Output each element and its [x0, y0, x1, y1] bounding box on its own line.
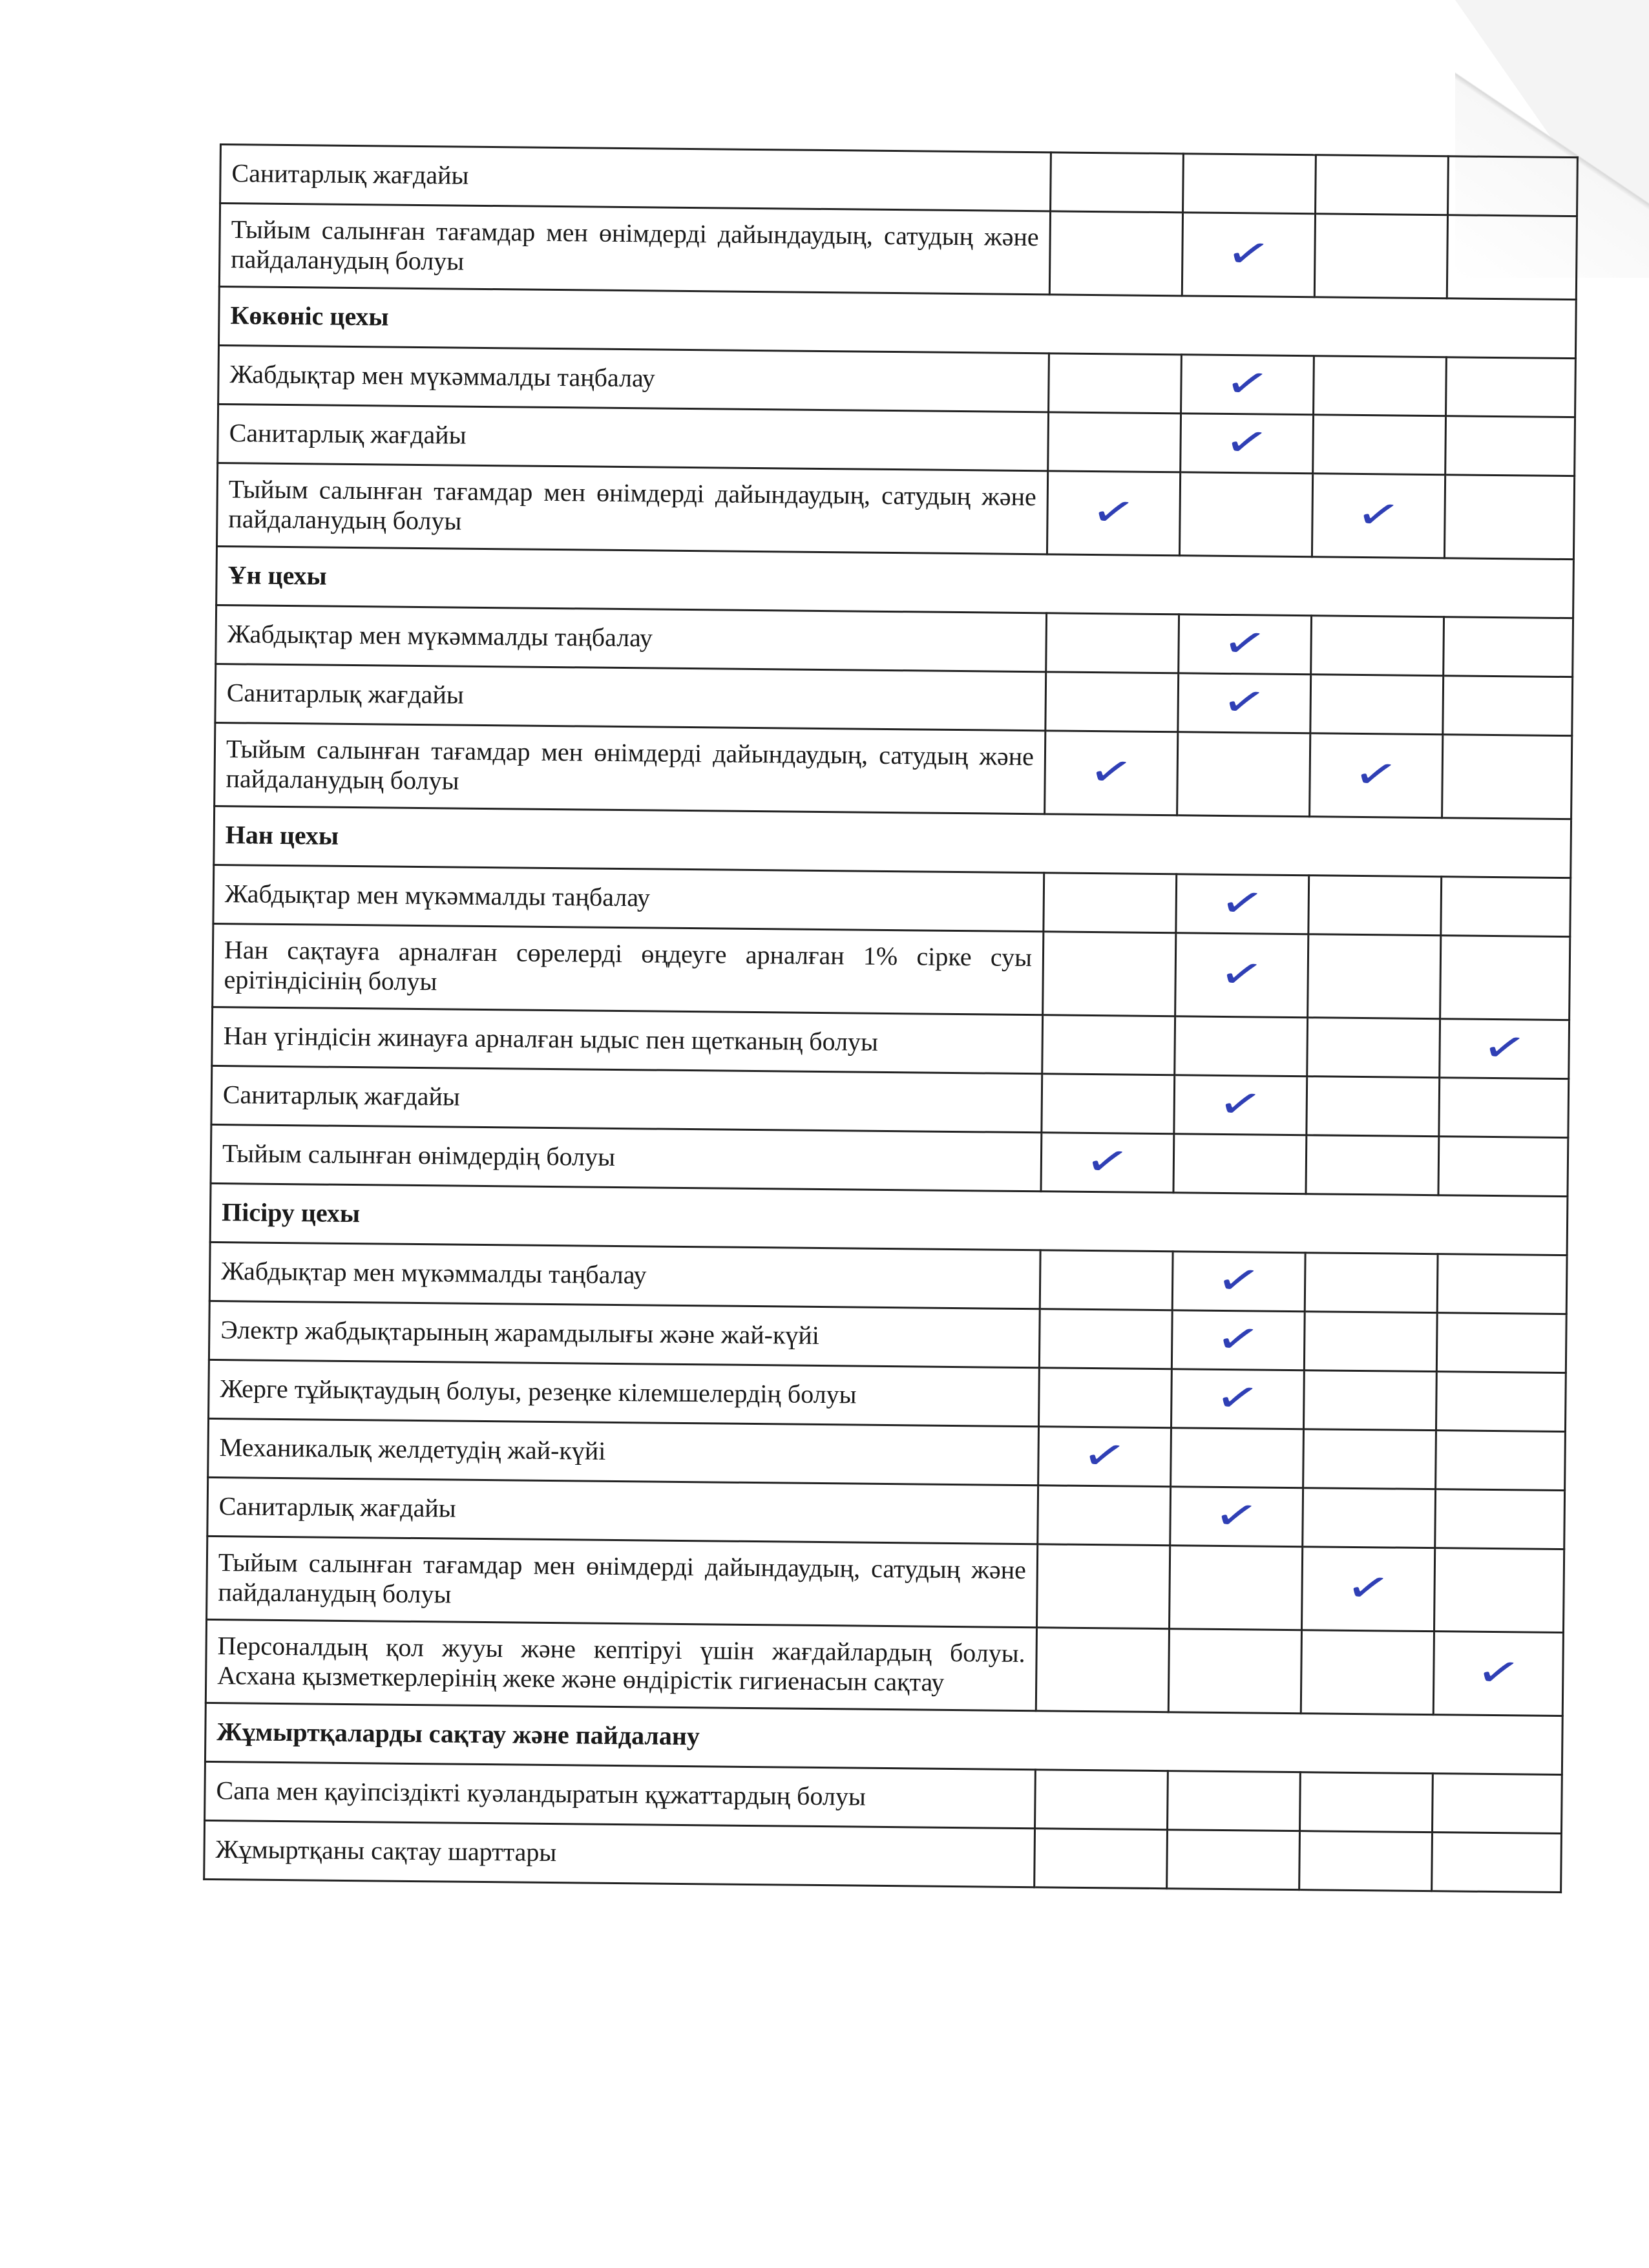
mark-cell-col-4[interactable] — [1433, 1632, 1563, 1716]
mark-cell-col-2[interactable] — [1172, 1252, 1305, 1312]
checklist-item-label: Жерге тұйықтаудың болуы, резеңке кілемшелердің болуы — [209, 1360, 1040, 1426]
mark-cell-col-4[interactable] — [1441, 877, 1571, 937]
checklist-row — [219, 204, 1577, 300]
mark-cell-col-2[interactable] — [1171, 1369, 1304, 1429]
checklist-item-label: Тыйым салынған тағамдар мен өнімдерді дайындаудың, сатудың және пайдаланудың болуы — [219, 204, 1050, 295]
checklist-item-label: Персоналдың қол жууы және кептіруі үшін жағдайлардың болуы. Асхана қызметкерлерінің жеке және өндірістік гигиенасын сақтау — [205, 1619, 1036, 1710]
mark-cell-col-1[interactable] — [1038, 1486, 1171, 1546]
mark-cell-col-4[interactable] — [1440, 936, 1570, 1020]
checklist-item-label: Санитарлық жағдайы — [211, 1066, 1042, 1132]
mark-cell-col-4[interactable] — [1434, 1548, 1564, 1633]
mark-cell-col-1[interactable] — [1051, 152, 1184, 213]
checkmark-icon: ✓ — [1214, 1077, 1266, 1132]
checklist-item-label: Санитарлық жағдайы — [207, 1477, 1038, 1544]
checkmark-icon: ✓ — [1215, 947, 1268, 1002]
mark-cell-col-4[interactable] — [1437, 1254, 1567, 1314]
mark-cell-col-3[interactable] — [1303, 1429, 1436, 1489]
mark-cell-col-4[interactable] — [1436, 1431, 1566, 1491]
mark-cell-col-3[interactable] — [1308, 934, 1441, 1019]
mark-cell-col-4[interactable] — [1446, 357, 1576, 417]
mark-cell-col-2[interactable] — [1171, 1428, 1304, 1488]
mark-cell-col-2[interactable] — [1176, 874, 1309, 934]
mark-cell-col-2[interactable] — [1168, 1629, 1301, 1714]
section-title: Нан цехы — [214, 806, 1571, 877]
checkmark-icon: ✓ — [1212, 1371, 1264, 1425]
mark-cell-col-2[interactable] — [1179, 614, 1312, 675]
checklist-item-label: Тыйым салынған тағамдар мен өнімдерді дайындаудың, сатудың және пайдаланудың болуы — [207, 1536, 1038, 1627]
checklist-item-label: Санитарлық жағдайы — [215, 664, 1046, 730]
checklist-body — [204, 145, 1578, 1893]
section-title: Пісіру цехы — [210, 1183, 1568, 1255]
checkmark-icon: ✓ — [1350, 748, 1402, 802]
checkmark-icon: ✓ — [1223, 227, 1275, 282]
mark-cell-col-1[interactable] — [1037, 1544, 1170, 1629]
mark-cell-col-3[interactable] — [1314, 214, 1447, 299]
checkmark-icon: ✓ — [1352, 488, 1405, 543]
mark-cell-col-1[interactable] — [1042, 1074, 1175, 1134]
mark-cell-col-2[interactable] — [1183, 154, 1316, 214]
checklist-row — [215, 722, 1572, 819]
mark-cell-col-1[interactable] — [1035, 1770, 1168, 1830]
checklist-item-label: Сапа мен қауіпсіздікті куәландыратын құжаттардың болуы — [205, 1761, 1036, 1828]
checklist-row — [204, 1820, 1562, 1892]
mark-cell-col-2[interactable] — [1181, 355, 1314, 415]
checkmark-icon: ✓ — [1078, 1429, 1131, 1484]
checklist-row — [207, 1536, 1564, 1632]
mark-cell-col-3[interactable] — [1305, 1253, 1438, 1313]
mark-cell-col-1[interactable] — [1035, 1829, 1168, 1889]
mark-cell-col-2[interactable] — [1173, 1134, 1307, 1194]
mark-cell-col-2[interactable] — [1179, 472, 1312, 557]
section-title: Жұмыртқаларды сақтау және пайдалану — [205, 1703, 1562, 1774]
mark-cell-col-3[interactable] — [1306, 1135, 1439, 1195]
checkmark-icon: ✓ — [1212, 1312, 1265, 1367]
mark-cell-col-4[interactable] — [1436, 1372, 1566, 1432]
checkmark-icon: ✓ — [1342, 1561, 1394, 1615]
checkmark-icon: ✓ — [1216, 876, 1268, 931]
mark-cell-col-3[interactable] — [1301, 1630, 1434, 1715]
mark-cell-col-1[interactable] — [1049, 353, 1182, 414]
mark-cell-col-1[interactable] — [1041, 1133, 1174, 1193]
mark-cell-col-4[interactable] — [1448, 156, 1578, 216]
mark-cell-col-3[interactable] — [1310, 675, 1444, 735]
mark-cell-col-2[interactable] — [1178, 673, 1311, 733]
mark-cell-col-2[interactable] — [1174, 1075, 1307, 1135]
checkmark-icon: ✓ — [1221, 357, 1274, 412]
mark-cell-col-1[interactable] — [1048, 412, 1181, 472]
mark-cell-col-3[interactable] — [1307, 1076, 1440, 1137]
mark-cell-col-2[interactable] — [1170, 1546, 1303, 1630]
mark-cell-col-3[interactable] — [1310, 733, 1443, 818]
checklist-item-label: Жабдықтар мен мүкәммалды таңбалау — [216, 605, 1047, 671]
checklist-row — [205, 1619, 1563, 1716]
checklist-item-label: Тыйым салынған тағамдар мен өнімдерді дайындаудың, сатудың және пайдаланудың болуы — [217, 463, 1048, 554]
mark-cell-col-4[interactable] — [1432, 1774, 1562, 1834]
checkmark-icon: ✓ — [1087, 485, 1140, 540]
mark-cell-col-3[interactable] — [1300, 1772, 1433, 1832]
checkmark-icon: ✓ — [1219, 616, 1271, 671]
checklist-item-label: Жұмыртқаны сақтау шарттары — [204, 1820, 1035, 1887]
mark-cell-col-1[interactable] — [1047, 471, 1180, 556]
mark-cell-col-4[interactable] — [1435, 1489, 1565, 1549]
mark-cell-col-4[interactable] — [1444, 617, 1573, 677]
mark-cell-col-4[interactable] — [1445, 416, 1575, 476]
mark-cell-col-4[interactable] — [1439, 1078, 1569, 1138]
mark-cell-col-1[interactable] — [1038, 1368, 1171, 1428]
mark-cell-col-1[interactable] — [1045, 672, 1179, 732]
mark-cell-col-1[interactable] — [1046, 613, 1179, 673]
mark-cell-col-1[interactable] — [1038, 1427, 1171, 1487]
mark-cell-col-4[interactable] — [1443, 676, 1573, 736]
section-title: Ұн цехы — [216, 546, 1574, 618]
mark-cell-col-3[interactable] — [1303, 1488, 1436, 1548]
mark-cell-col-3[interactable] — [1308, 876, 1442, 936]
mark-cell-col-3[interactable] — [1313, 415, 1446, 475]
mark-cell-col-3[interactable] — [1304, 1312, 1437, 1372]
mark-cell-col-2[interactable] — [1182, 213, 1315, 297]
mark-cell-col-4[interactable] — [1440, 1019, 1570, 1079]
checklist-item-label: Санитарлық жағдайы — [220, 145, 1051, 211]
mark-cell-col-4[interactable] — [1436, 1313, 1566, 1373]
checklist-row — [217, 463, 1575, 559]
checkmark-icon: ✓ — [1478, 1021, 1531, 1075]
mark-cell-col-2[interactable] — [1167, 1830, 1300, 1890]
checkmark-icon: ✓ — [1085, 745, 1137, 800]
checklist-item-label: Механикалық желдетудің жай-күйі — [208, 1418, 1039, 1485]
mark-cell-col-1[interactable] — [1036, 1628, 1169, 1712]
mark-cell-col-3[interactable] — [1299, 1831, 1433, 1891]
mark-cell-col-1[interactable] — [1045, 731, 1178, 815]
mark-cell-col-1[interactable] — [1044, 873, 1177, 933]
checklist-item-label: Электр жабдықтарының жарамдылығы және жай-күйі — [209, 1301, 1040, 1367]
mark-cell-col-3[interactable] — [1303, 1370, 1436, 1431]
checkmark-icon: ✓ — [1210, 1489, 1263, 1543]
checklist-item-label: Тыйым салынған өнімдердің болуы — [211, 1124, 1042, 1191]
mark-cell-col-4[interactable] — [1444, 475, 1574, 560]
checklist-item-label: Санитарлық жағдайы — [218, 404, 1049, 470]
mark-cell-col-2[interactable] — [1175, 933, 1308, 1018]
mark-cell-col-2[interactable] — [1181, 414, 1314, 474]
checkmark-icon: ✓ — [1472, 1646, 1524, 1700]
inspection-checklist-table — [203, 143, 1579, 1893]
mark-cell-col-3[interactable] — [1316, 155, 1449, 215]
mark-cell-col-2[interactable] — [1177, 732, 1310, 817]
checkmark-icon: ✓ — [1218, 675, 1270, 730]
mark-cell-col-2[interactable] — [1168, 1771, 1301, 1831]
mark-cell-col-1[interactable] — [1049, 211, 1182, 296]
mark-cell-col-4[interactable] — [1432, 1832, 1562, 1893]
mark-cell-col-1[interactable] — [1040, 1250, 1173, 1310]
checkmark-icon: ✓ — [1081, 1135, 1133, 1190]
mark-cell-col-2[interactable] — [1175, 1016, 1308, 1076]
mark-cell-col-4[interactable] — [1442, 735, 1572, 819]
checklist-item-label: Нан үгіндісін жинауға арналған ыдыс пен щетканың болуы — [212, 1007, 1043, 1073]
mark-cell-col-4[interactable] — [1438, 1137, 1568, 1197]
checkmark-icon: ✓ — [1213, 1254, 1265, 1308]
mark-cell-col-2[interactable] — [1171, 1310, 1305, 1370]
mark-cell-col-3[interactable] — [1301, 1547, 1434, 1632]
mark-cell-col-1[interactable] — [1042, 1015, 1175, 1075]
mark-cell-col-3[interactable] — [1312, 474, 1445, 558]
mark-cell-col-1[interactable] — [1039, 1309, 1172, 1369]
mark-cell-col-4[interactable] — [1447, 215, 1577, 300]
inspection-checklist-sheet — [203, 143, 1577, 1893]
mark-cell-col-3[interactable] — [1307, 1018, 1440, 1078]
checklist-item-label: Жабдықтар мен мүкәммалды таңбалау — [213, 865, 1044, 931]
checklist-item-label: Жабдықтар мен мүкәммалды таңбалау — [218, 346, 1049, 412]
checklist-item-label: Жабдықтар мен мүкәммалды таңбалау — [209, 1242, 1040, 1308]
mark-cell-col-3[interactable] — [1311, 616, 1444, 676]
checkmark-icon: ✓ — [1221, 415, 1273, 470]
section-title: Көкөніс цехы — [219, 287, 1577, 359]
checklist-item-label: Тыйым салынған тағамдар мен өнімдерді дайындаудың, сатудың және пайдаланудың болуы — [215, 722, 1045, 814]
mark-cell-col-3[interactable] — [1314, 356, 1447, 416]
mark-cell-col-1[interactable] — [1043, 932, 1176, 1016]
checklist-row — [213, 923, 1570, 1020]
mark-cell-col-2[interactable] — [1170, 1487, 1303, 1547]
checklist-item-label: Нан сақтауға арналған сөрелерді өңдеуге арналған 1% сірке суы ерітіндісінің болуы — [213, 923, 1044, 1014]
